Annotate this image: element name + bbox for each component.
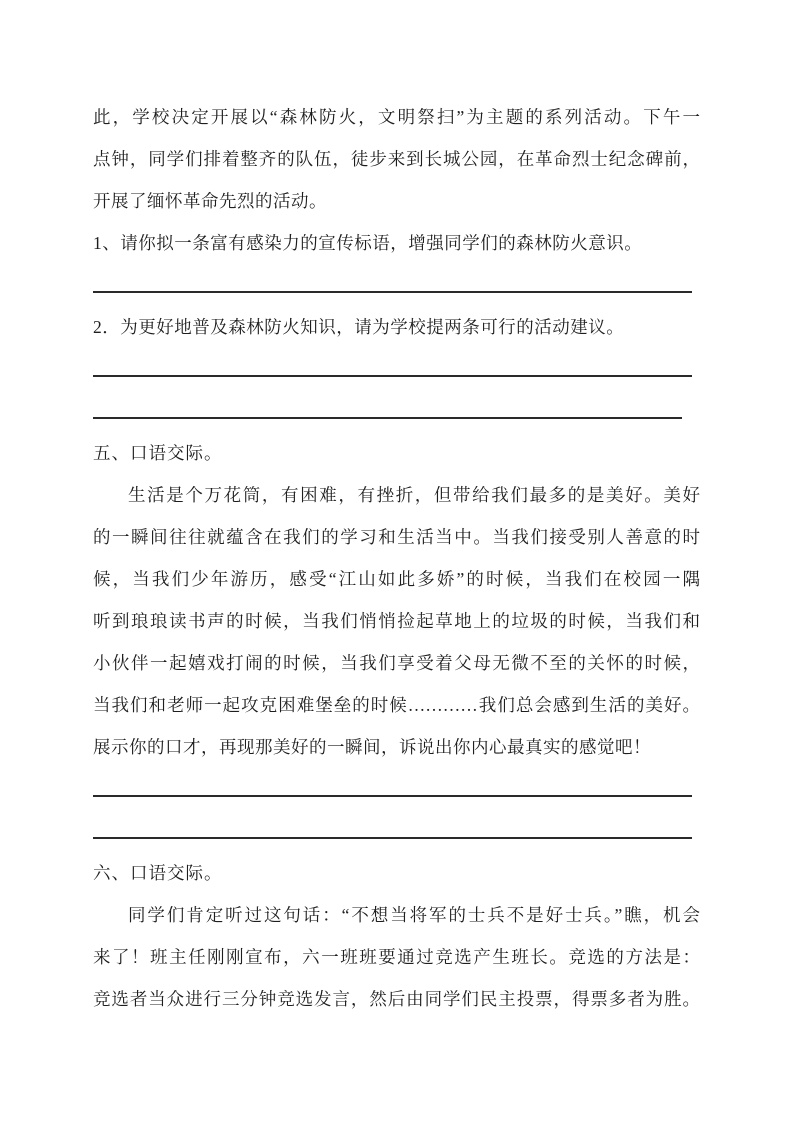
text-line: 小伙伴一起嬉戏打闹的时候，当我们享受着父母无微不至的关怀的时候， <box>93 653 700 673</box>
answer-blank-line <box>93 264 700 306</box>
section-heading: 五、口语交际。 <box>93 443 223 463</box>
text-line: 点钟，同学们排着整齐的队伍，徒步来到长城公园，在革命烈士纪念碑前， <box>93 149 700 169</box>
document-body <box>93 96 700 1020</box>
text-line: 开展了缅怀革命先烈的活动。 <box>93 191 327 211</box>
text-line: 展示你的口才，再现那美好的一瞬间，诉说出你内心最真实的感觉吧！ <box>93 737 651 757</box>
answer-blank-line <box>93 768 700 810</box>
blank-rule <box>93 795 692 797</box>
blank-rule <box>93 417 682 419</box>
text-line: 生活是个万花筒，有困难，有挫折，但带给我们最多的是美好。美好 <box>128 485 700 505</box>
text-line: 此，学校决定开展以“森林防火，文明祭扫”为主题的系列活动。下午一 <box>93 107 700 127</box>
text-line: 的一瞬间往往就蕴含在我们的学习和生活当中。当我们接受别人善意的时 <box>93 527 700 547</box>
text-line: 1、请你拟一条富有感染力的宣传标语，增强同学们的森林防火意识。 <box>93 233 643 253</box>
text-line: 来了！班主任刚刚宣布，六一班班要通过竞选产生班长。竞选的方法是： <box>93 947 700 967</box>
text-line: 当我们和老师一起攻克困难堡垒的时候…………我们总会感到生活的美好。 <box>93 695 700 715</box>
answer-blank-line <box>93 348 700 390</box>
text-line: 竞选者当众进行三分钟竞选发言，然后由同学们民主投票，得票多者为胜。 <box>93 989 700 1009</box>
text-line: 2．为更好地普及森林防火知识，请为学校提两条可行的活动建议。 <box>93 317 625 337</box>
section-heading: 六、口语交际。 <box>93 863 223 883</box>
text-line: 候，当我们少年游历，感受“江山如此多娇”的时候，当我们在校园一隅 <box>93 569 700 589</box>
answer-blank-line <box>93 390 700 432</box>
text-line: 同学们肯定听过这句话：“不想当将军的士兵不是好士兵。”瞧，机会 <box>128 905 700 925</box>
answer-blank-line <box>93 810 700 852</box>
blank-rule <box>93 375 692 377</box>
blank-rule <box>93 291 692 293</box>
blank-rule <box>93 837 692 839</box>
text-line: 听到琅琅读书声的时候，当我们悄悄捡起草地上的垃圾的时候，当我们和 <box>93 611 700 631</box>
